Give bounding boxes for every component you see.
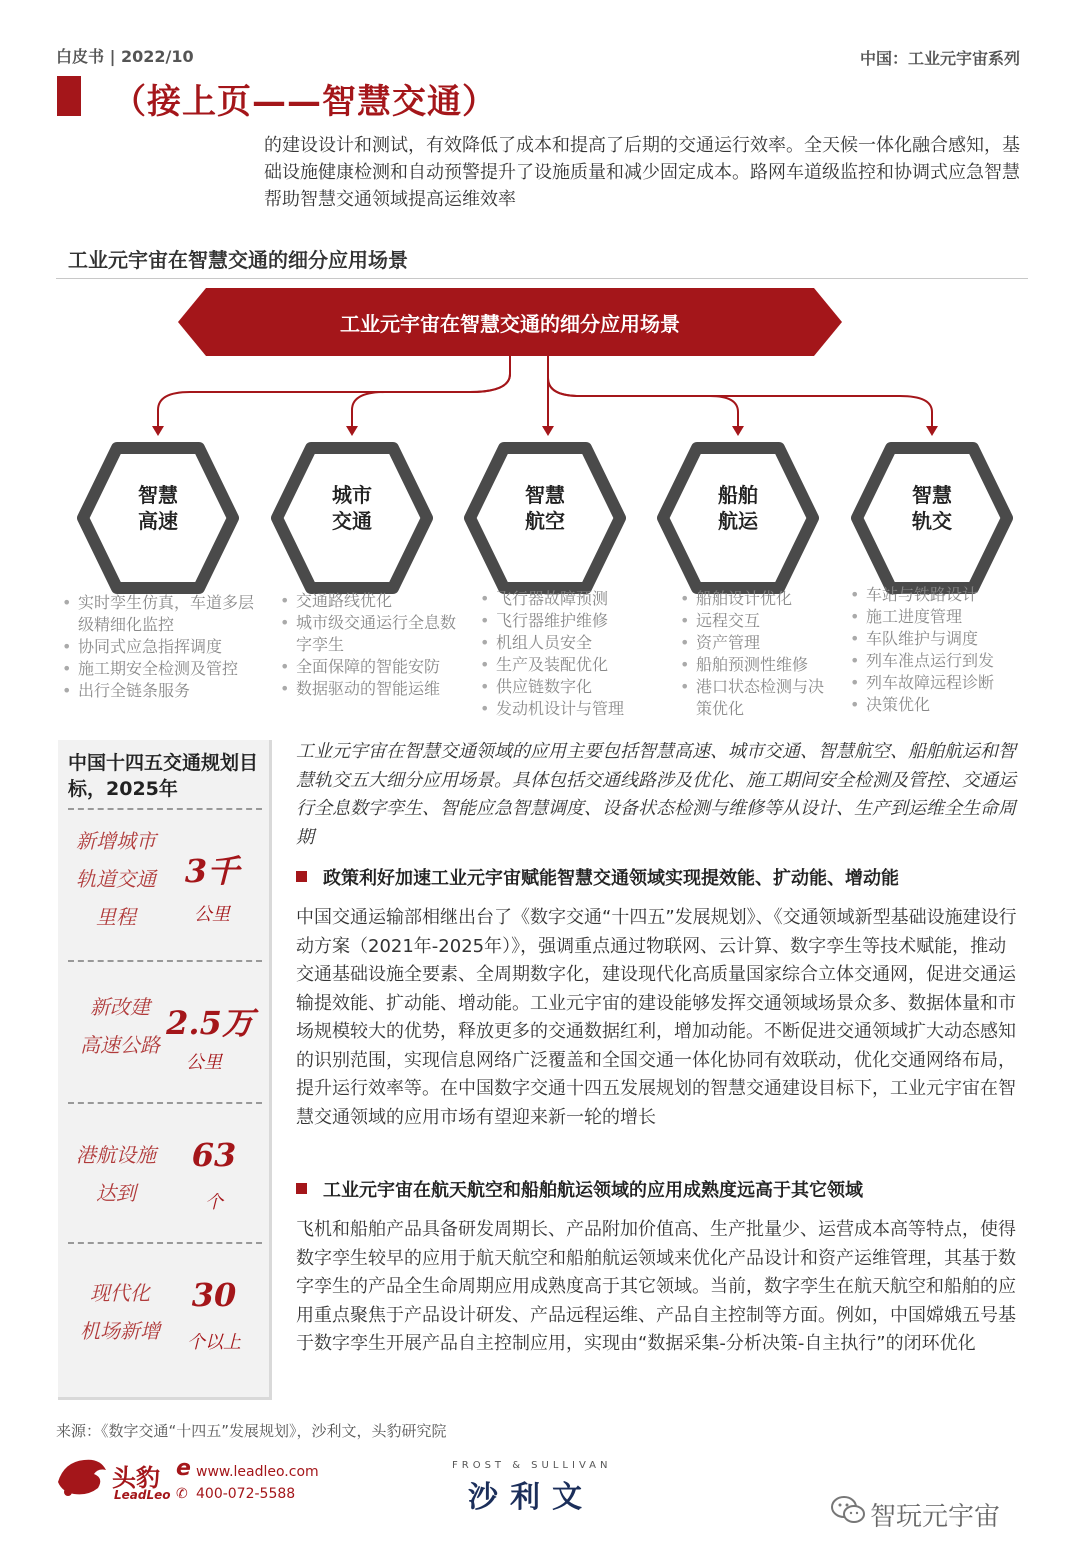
point-1-body: 中国交通运输部相继出台了《数字交通“十四五”发展规划》、《交通领域新型基础设施建设行动方案（2021年-2025年）》，强调重点通过物联网、云计算、数字孪生等技术赋能，推动交通基础设施全要素、全周期数字化，建设现代化高质量国家综合立体交通网，促进交通运输提效能、扩动能、增动能。工业元宇宙的建设能够发挥交通领域场景众多、数据体量和市场规模较大的优势，释放更多的交通数据红利，增加动能。不断促进交通领域扩大动态感知的识别范围，实现信息网络广泛覆盖和全国交通一体化协同有效联动，优化交通网络布局，提升运行效率等。在中国数字交通十四五发展规划的智慧交通建设目标下，工业元宇宙在智慧交通领域的应用市场有望迎来新一轮的增长: [296, 907, 1017, 1128]
phone-number: 400-072-5588: [196, 1486, 296, 1502]
node-label-2: 城市 交通: [332, 483, 372, 533]
stat-1-unit: 公里: [194, 904, 230, 925]
wechat-icon: [830, 1494, 866, 1526]
leadleo-logo-icon: [54, 1452, 110, 1500]
summary-paragraph: 工业元宇宙在智慧交通领域的应用主要包括智慧高速、城市交通、智慧航空、船舶航运和智慧轨交五大细分应用场景。具体包括交通线路涉及优化、施工期间安全检测及管控、交通运行全息数字孪生、智能应急智慧调度、设备状态检测与维修等从设计、生产到运维全生命周期: [296, 741, 1016, 848]
sidebar-title: 中国十四五交通规划目标，2025年: [68, 752, 259, 800]
point-2-body: 飞机和船舶产品具备研发周期长、产品附加价值高、生产批量少、运营成本高等特点，使得数字孪生较早的应用于航天航空和船舶航运领域来优化产品设计和资产运维管理，其基于数字孪生的产品全生命周期应用成熟度高于其它领域。当前，数字孪生在航天航空和船舶的应用重点聚焦于产品设计研发、产品远程运维、产品自主控制等方面。例如，中国嫦娥五号基于数字孪生开展产品自主控制应用，实现由“数据采集-分析决策-自主执行”的闭环优化: [296, 1219, 1016, 1354]
e-logo-icon: e: [176, 1456, 191, 1481]
list-item: • 飞行器故障预测: [480, 588, 660, 610]
wechat-account-name: 智玩元宇宙: [870, 1502, 1001, 1532]
list-item: • 船舶设计优化: [680, 588, 830, 610]
list-item: • 发动机设计与管理: [480, 698, 660, 720]
node-5-list: [850, 584, 1030, 716]
list-item: • 全面保障的智能安防: [280, 656, 460, 678]
stat-2-label: 新改建 高速公路: [80, 995, 160, 1057]
node-label-4: 船舶 航运: [718, 483, 758, 533]
stat-4-value: 30: [191, 1276, 237, 1314]
node-label-1: 智慧 高速: [138, 483, 178, 533]
list-item: • 车站与铁路设计: [850, 584, 1030, 606]
list-item: • 施工进度管理: [850, 606, 1030, 628]
list-item: • 飞行器维护维修: [480, 610, 660, 632]
stat-1-value: 3千: [184, 852, 240, 890]
list-item: • 列车准点运行到发: [850, 650, 1030, 672]
list-item: • 远程交互: [680, 610, 830, 632]
stat-4-unit: 个以上: [187, 1332, 241, 1353]
title-accent-bar: [57, 76, 81, 116]
frost-sullivan-cn: 沙利文: [468, 1480, 594, 1515]
bullet-square-icon: [296, 871, 307, 882]
stat-2-value: 2.5万: [166, 1004, 254, 1042]
list-item: • 出行全链条服务: [62, 680, 262, 702]
header-right: 中国：工业元宇宙系列: [859, 49, 1020, 68]
list-item: • 列车故障远程诊断: [850, 672, 1030, 694]
point-1-heading: 政策利好加速工业元宇宙赋能智慧交通领域实现提效能、扩动能、增动能: [296, 864, 899, 890]
list-item: • 机组人员安全: [480, 632, 660, 654]
list-item: • 车队维护与调度: [850, 628, 1030, 650]
section-divider: [56, 278, 1028, 279]
stat-3-value: 63: [191, 1136, 237, 1174]
list-item: • 船舶预测性维修: [680, 654, 830, 676]
page-title: （接上页——智慧交通）: [112, 82, 497, 122]
logo-cn: 头豹: [112, 1464, 160, 1492]
list-item: • 实时孪生仿真，车道多层级精细化监控: [62, 592, 262, 636]
sidebar-divider: [68, 1102, 262, 1104]
stat-2-unit: 公里: [186, 1052, 222, 1073]
stat-3-label: 港航设施 达到: [76, 1143, 156, 1205]
node-1-list: [62, 592, 262, 702]
list-item: • 城市级交通运行全息数字孪生: [280, 612, 460, 656]
logo-en: LeadLeo: [114, 1488, 171, 1502]
node-3-list: [480, 588, 660, 720]
frost-sullivan-en: FROST & SULLIVAN: [452, 1460, 612, 1471]
stat-3-unit: 个: [205, 1192, 223, 1213]
header-left: 白皮书 | 2022/10: [56, 47, 194, 66]
section-heading: 工业元宇宙在智慧交通的细分应用场景: [68, 248, 408, 272]
list-item: • 港口状态检测与决策优化: [680, 676, 830, 720]
list-item: • 供应链数字化: [480, 676, 660, 698]
list-item: • 协同式应急指挥调度: [62, 636, 262, 658]
intro-paragraph: 的建设设计和测试，有效降低了成本和提高了后期的交通运行效率。全天候一体化融合感知，基础设施健康检测和自动预警提升了设施质量和减少固定成本。路网车道级监控和协调式应急智慧帮助智慧交通领域提高运维效率: [264, 135, 1020, 210]
phone-icon: ✆: [176, 1486, 188, 1502]
sidebar-divider: [68, 808, 262, 810]
list-item: • 资产管理: [680, 632, 830, 654]
list-item: • 决策优化: [850, 694, 1030, 716]
diagram-banner-label: 工业元宇宙在智慧交通的细分应用场景: [340, 312, 680, 336]
list-item: • 交通路线优化: [280, 590, 460, 612]
website-link[interactable]: www.leadleo.com: [196, 1464, 319, 1480]
stat-4-label: 现代化 机场新增: [80, 1281, 160, 1343]
sidebar-divider: [68, 960, 262, 962]
sidebar-divider: [68, 1242, 262, 1244]
point-2-heading: 工业元宇宙在航天航空和船舶航运领域的应用成熟度远高于其它领域: [296, 1176, 863, 1202]
bullet-square-icon: [296, 1183, 307, 1194]
diagram-connectors: [0, 356, 1080, 446]
node-label-5: 智慧 轨交: [912, 483, 952, 533]
source-note: 来源：《数字交通“十四五”发展规划》，沙利文，头豹研究院: [56, 1422, 447, 1440]
list-item: • 数据驱动的智能运维: [280, 678, 460, 700]
node-2-list: [280, 590, 460, 700]
list-item: • 生产及装配优化: [480, 654, 660, 676]
node-4-list: [680, 588, 830, 720]
node-label-3: 智慧 航空: [525, 483, 565, 533]
stat-1-label: 新增城市 轨道交通 里程: [76, 829, 156, 929]
list-item: • 施工期安全检测及管控: [62, 658, 262, 680]
